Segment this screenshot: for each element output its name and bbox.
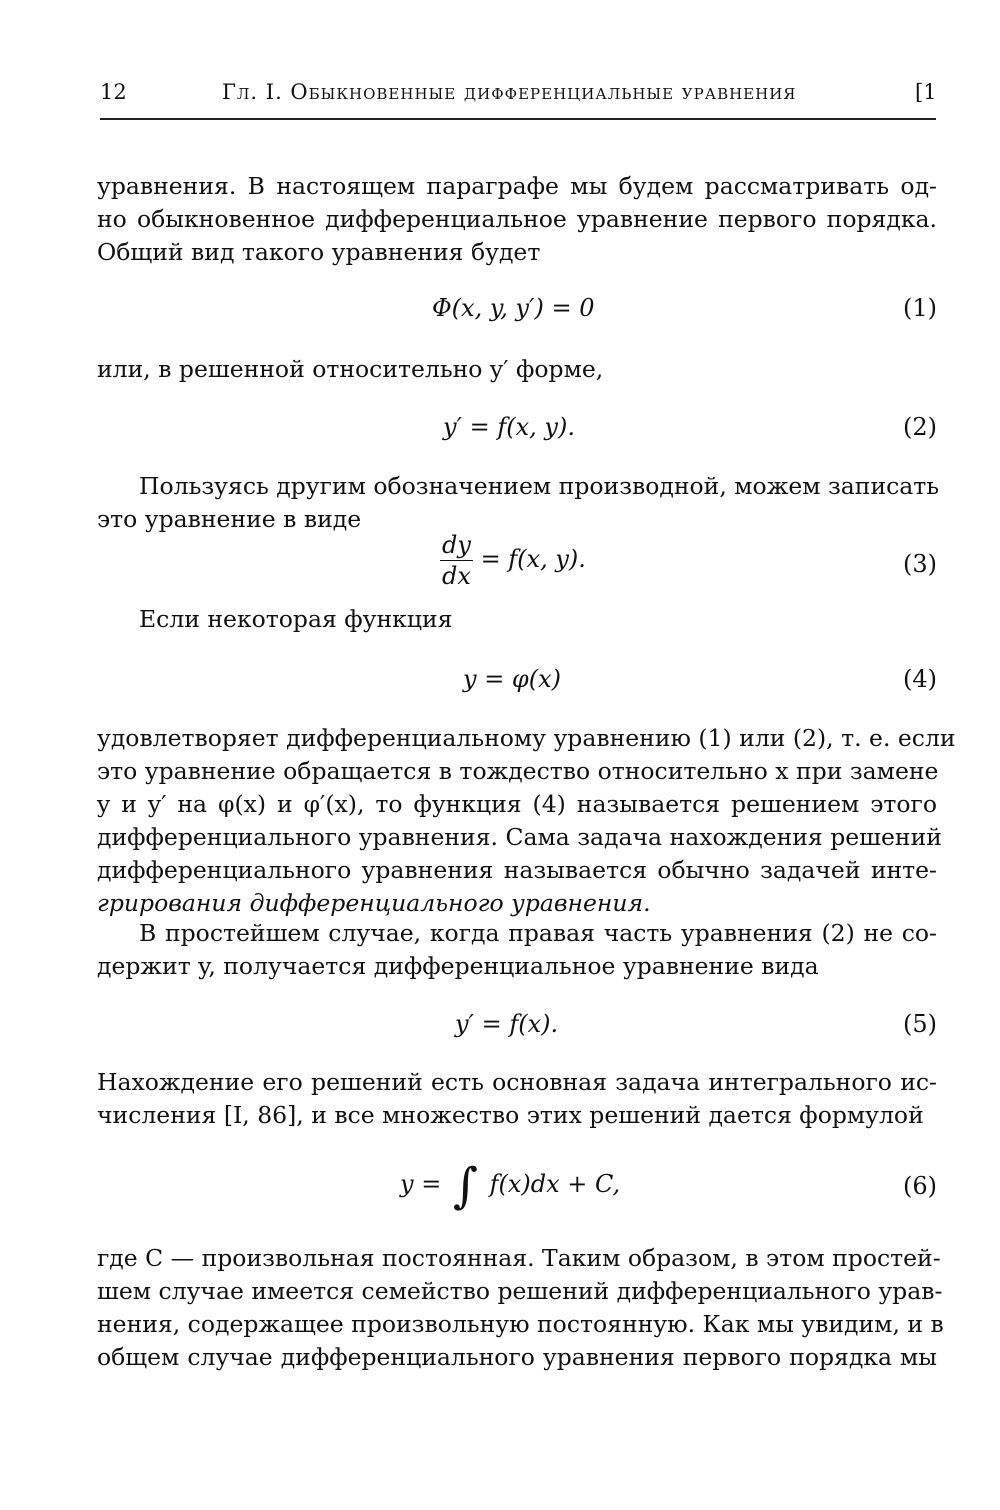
integral-sign: ∫ xyxy=(452,1158,478,1214)
text-line: Пользуясь другим обозначением производной, можем записать xyxy=(139,472,940,500)
text-line: удовлетворяет дифференциальному уравнению (1) или (2), т. е. если xyxy=(97,724,956,752)
equation-2: y′ = f(x, y). xyxy=(443,413,575,441)
text-line: но обыкновенное дифференциальное уравнение первого порядка. xyxy=(97,205,937,233)
paragraph-3 xyxy=(97,470,940,536)
equation-4: y = φ(x) xyxy=(463,665,561,693)
equation-6 xyxy=(400,1158,620,1214)
text-line: числения [I, 86], и все множество этих решений дается формулой xyxy=(97,1101,924,1129)
paragraph-4 xyxy=(97,603,937,636)
text-line: Нахождение его решений есть основная задача интегрального ис- xyxy=(97,1068,937,1096)
equation-3-rhs: = f(x, y). xyxy=(480,545,586,573)
text-line: дифференциального уравнения называется обычно задачей инте- xyxy=(97,856,937,884)
text-line: дифференциального уравнения. Сама задача нахождения решений xyxy=(97,823,942,851)
paragraph-1 xyxy=(97,170,937,269)
running-header: Гл. I. Обыкновенные дифференциальные уравнения xyxy=(222,80,797,104)
equation-number-2: (2) xyxy=(903,413,937,441)
text-line: или, в решенной относительно y′ форме, xyxy=(97,355,604,383)
equation-3 xyxy=(440,530,586,591)
equation-6-rhs: f(x)dx + C, xyxy=(489,1170,621,1198)
section-mark: [1 xyxy=(915,80,937,104)
text-line: Если некоторая функция xyxy=(139,605,453,633)
text-line: уравнения. В настоящем параграфе мы будем рассматривать од- xyxy=(97,172,937,200)
paragraph-7 xyxy=(97,1066,937,1132)
equation-number-4: (4) xyxy=(903,665,937,693)
paragraph-6 xyxy=(97,917,937,983)
text-line: это уравнение в виде xyxy=(97,505,362,533)
text-line: y и y′ на φ(x) и φ′(x), то функция (4) называется решением этого xyxy=(97,790,937,818)
text-line: нения, содержащее произвольную постоянную. Как мы увидим, и в xyxy=(97,1310,944,1338)
equation-6-lhs: y = xyxy=(400,1170,442,1198)
fraction-denominator: dx xyxy=(442,562,471,590)
fraction-numerator: dy xyxy=(442,531,471,559)
fraction xyxy=(440,530,473,591)
equation-5: y′ = f(x). xyxy=(455,1010,559,1038)
equation-1: Φ(x, y, y′) = 0 xyxy=(432,294,595,322)
text-line: где C — произвольная постоянная. Таким образом, в этом простей- xyxy=(97,1244,941,1272)
text-line: Общий вид такого уравнения будет xyxy=(97,238,541,266)
paragraph-8 xyxy=(97,1242,944,1374)
equation-number-1: (1) xyxy=(903,294,937,322)
text-line: это уравнение обращается в тождество относительно x при замене xyxy=(97,757,939,785)
text-line: В простейшем случае, когда правая часть уравнения (2) не со- xyxy=(139,919,937,947)
page-number: 12 xyxy=(100,80,127,104)
text-line: общем случае дифференциального уравнения первого порядка мы xyxy=(97,1343,937,1371)
equation-number-5: (5) xyxy=(903,1010,937,1038)
text-line: держит y, получается дифференциальное уравнение вида xyxy=(97,952,819,980)
text-line: грирования дифференциального уравнения. xyxy=(97,889,651,917)
paragraph-5 xyxy=(97,722,956,920)
equation-number-3: (3) xyxy=(903,550,937,578)
paragraph-2 xyxy=(97,353,937,386)
header-rule xyxy=(100,118,936,120)
text-line: шем случае имеется семейство решений дифференциального урав- xyxy=(97,1277,943,1305)
equation-number-6: (6) xyxy=(903,1172,937,1200)
